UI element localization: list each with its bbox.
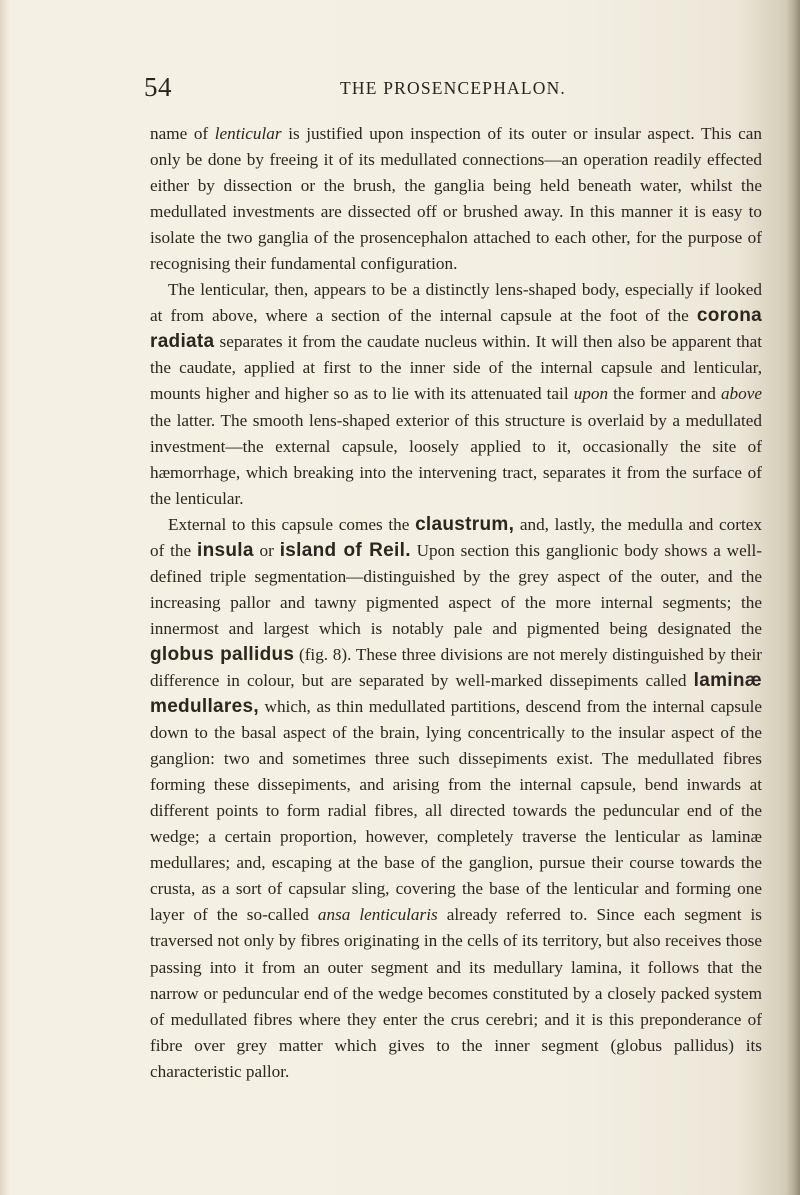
text-run: is justified upon inspection of its outer or insular aspect. This can only be done by freeing it of its medullated connections—an operation readily effected either by dissection or the brush, the ganglia being held beneath water, whilst the medullated investments are dissected off or brushed away. In this manner it is easy to isolate the two ganglia of the prosencephalon attached to each other, for the purpose of recognising their fundamental configuration. (150, 124, 762, 274)
text-run: Upon section this ganglionic body shows a well-defined triple segmentation—distinguished by the grey aspect of the outer, and the increasing pallor and tawny pigmented aspect of the more internal segments; the innermost and largest which is notably pale and pigmented being designated the (150, 540, 762, 638)
left-page-shading (0, 0, 10, 1195)
text-run: separates it from the caudate nucleus within. It will then also be apparent that the caudate, applied at first to the inner side of the internal capsule and lenticular, mounts higher and higher so as to lie with its attenuated tail (150, 332, 762, 404)
anatomical-term: claustrum, (415, 513, 515, 535)
page-header (144, 72, 744, 102)
anatomical-term: laminæ medullares, (150, 669, 762, 718)
text-run: External to this capsule comes the (168, 514, 416, 534)
paragraph (150, 277, 762, 511)
text-run: the latter. The smooth lens-shaped exterior of this structure is overlaid by a medullated investment—the external capsule, loosely applied to it, occasionally the site of hæmorrhage, which breaking into the intervening tract, separates it from the surface of the lenticular. (150, 410, 762, 508)
body-text (150, 121, 762, 1085)
page-edge-shadow (786, 0, 800, 1195)
paragraph (150, 121, 762, 277)
page-number: 54 (144, 72, 172, 102)
text-run: (fig. 8). These three divisions are not merely distinguished by their difference in colour, but are separated by well-marked dissepiments called (150, 644, 762, 690)
text-run: and, lastly, the medulla and cortex of the (150, 514, 762, 560)
text-run: or (253, 540, 280, 560)
anatomical-term: island of Reil. (279, 539, 411, 561)
text-run: name of (150, 124, 215, 143)
text-run: which, as thin medullated partitions, descend from the internal capsule down to the basal aspect of the brain, lying concentrically to the insular aspect of the ganglion: two and sometimes three such dissepiments exist. The medullated fibres forming these dissepiments, and arising from the internal capsule, bend inwards at different points to form radial fibres, all directed towards the peduncular end of the wedge; a certain proportion, however, completely traverse the lenticular as laminæ medullares; and, escaping at the base of the ganglion, pursue their course towards the crusta, as a sort of capsular sling, covering the base of the lenticular and forming one layer of the so-called (150, 697, 762, 925)
italic-term: above (720, 384, 762, 404)
anatomical-term: globus pallidus (150, 643, 295, 665)
text-run: The lenticular, then, appears to be a distinctly lens-shaped body, especially if looked at from above, where a section of the internal capsule at the foot of the (150, 280, 762, 326)
running-head: THE PROSENCEPHALON. (340, 78, 567, 98)
text-run: the former and (608, 384, 721, 404)
italic-term: upon (573, 384, 609, 404)
text-run: already referred to. Since each segment is traversed not only by fibres originating in the cells of its territory, but also receives those passing into it from an outer segment and its medullary lamina, it follows that the narrow or peduncular end of the wedge becomes constituted by a closely packed system of medullated fibres where they enter the crus cerebri; and it is this preponderance of fibre over grey matter which gives to the inner segment (globus pallidus) its characteristic pallor. (150, 905, 762, 1081)
italic-term: lenticular (214, 124, 282, 143)
italic-term: ansa lenticularis (317, 905, 438, 925)
paragraph (150, 512, 762, 1085)
anatomical-term: corona radiata (150, 305, 762, 353)
anatomical-term: insula (196, 539, 254, 561)
